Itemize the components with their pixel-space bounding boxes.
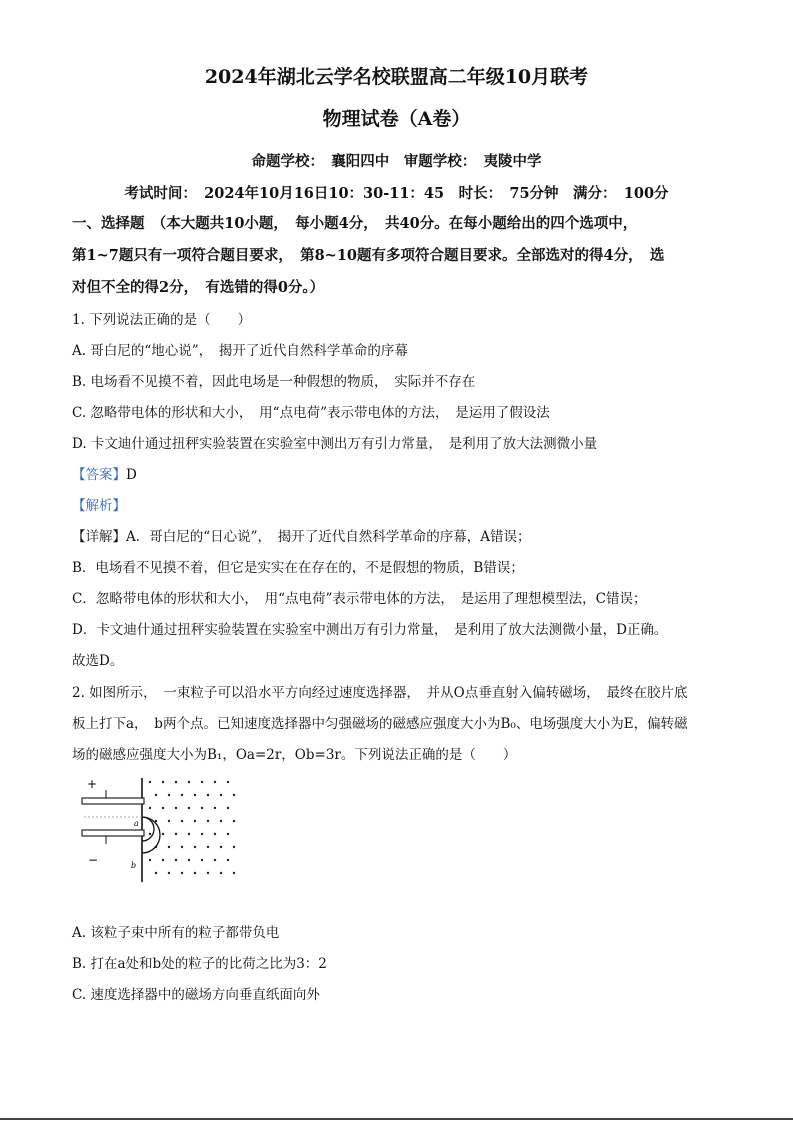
magnetic-field-dots (149, 781, 235, 874)
q1-option-c: C. 忽略带电体的形状和大小， 用“点电荷”表示带电体的方法， 是运用了假设法 (72, 405, 550, 421)
field-dot (188, 859, 190, 861)
field-dot (155, 794, 157, 796)
answer-value: D (126, 467, 137, 483)
field-dot (214, 807, 216, 809)
upper-plate (82, 798, 144, 804)
field-dot (168, 794, 170, 796)
q1-conclusion: 故选D。 (72, 653, 124, 669)
field-dot (162, 859, 164, 861)
exam-info-line: 考试时间： 2024年10月16日10：30-11：45 时长： 75分钟 满分： 100分 (124, 185, 669, 202)
plus-sign: + (87, 777, 98, 791)
field-dot (194, 846, 196, 848)
answer-tag: 【答案】 (72, 467, 126, 483)
field-dot (214, 833, 216, 835)
field-dot (149, 859, 151, 861)
field-dot (233, 794, 235, 796)
field-dot (194, 820, 196, 822)
q1-detail-line-c: C．忽略带电体的形状和大小， 用“点电荷”表示带电体的方法， 是运用了理想模型法，C错误； (72, 591, 647, 607)
field-dot (201, 807, 203, 809)
velocity-selector-diagram (78, 772, 246, 884)
q2-stem-line-3: 场的磁感应强度大小为B₁，Oa=2r，Ob=3r。下列说法正确的是（ ） (72, 747, 517, 763)
field-dot (207, 872, 209, 874)
field-dot (188, 781, 190, 783)
q1-detail-line-d: D．卡文迪什通过扭秤实验装置在实验室中测出万有引力常量， 是利用了放大法测微小量，D正确。 (72, 622, 668, 638)
field-dot (149, 833, 151, 835)
field-dot (201, 781, 203, 783)
field-dot (207, 794, 209, 796)
field-dot (201, 859, 203, 861)
field-dot (188, 807, 190, 809)
q2-stem-line-1: 2. 如图所示， 一束粒子可以沿水平方向经过速度选择器， 并从O点垂直射入偏转磁场， 最终在胶片底 (72, 685, 688, 701)
field-dot (168, 872, 170, 874)
field-dot (194, 872, 196, 874)
page-bottom-rule (0, 1118, 793, 1120)
q1-option-b: B. 电场看不见摸不着，因此电场是一种假想的物质， 实际并不存在 (72, 374, 476, 390)
q1-detail-line-a (72, 525, 531, 545)
detail-text-a: A．哥白尼的“日心说”， 揭开了近代自然科学革命的序幕，A错误； (126, 529, 531, 545)
field-dot (227, 781, 229, 783)
q2-option-b: B. 打在a处和b处的粒子的比荷之比为3：2 (72, 956, 327, 972)
detail-tag: 【详解】 (72, 529, 126, 545)
field-dot (194, 794, 196, 796)
field-dot (220, 872, 222, 874)
field-dot (149, 807, 151, 809)
field-dot (233, 820, 235, 822)
label-a: a (134, 819, 139, 828)
analysis-tag: 【解析】 (72, 498, 126, 514)
field-dot (201, 833, 203, 835)
schools-line: 命题学校： 襄阳四中 审题学校： 夷陵中学 (251, 153, 542, 170)
exam-subtitle: 物理试卷（A卷） (322, 108, 471, 130)
field-dot (220, 820, 222, 822)
field-dot (227, 859, 229, 861)
field-dot (168, 820, 170, 822)
q1-option-a: A. 哥白尼的“地心说”， 揭开了近代自然科学革命的序幕 (72, 343, 408, 359)
field-dot (175, 807, 177, 809)
field-dot (207, 846, 209, 848)
field-dot (220, 794, 222, 796)
q1-stem: 1. 下列说法正确的是（ ） (72, 312, 252, 328)
field-dot (149, 781, 151, 783)
minus-sign: − (88, 853, 99, 867)
field-dot (233, 872, 235, 874)
exam-title: 2024年湖北云学名校联盟高二年级10月联考 (204, 66, 589, 88)
field-dot (188, 833, 190, 835)
trajectory-b (142, 817, 160, 853)
field-dot (175, 833, 177, 835)
field-dot (162, 833, 164, 835)
section-instructions-line-1: 一、选择题 （本大题共10小题， 每小题4分， 共40分。在每小题给出的四个选项中， (72, 215, 638, 232)
q2-stem-line-2: 板上打下a， b两个点。已知速度选择器中匀强磁场的磁感应强度大小为B₀、电场强度大小为E，偏转磁 (72, 716, 688, 732)
field-dot (207, 820, 209, 822)
field-dot (227, 833, 229, 835)
field-dot (233, 846, 235, 848)
field-dot (214, 859, 216, 861)
field-dot (175, 781, 177, 783)
q2-option-c: C. 速度选择器中的磁场方向垂直纸面向外 (72, 987, 320, 1003)
field-dot (220, 846, 222, 848)
label-b: b (131, 861, 137, 870)
field-dot (214, 781, 216, 783)
field-dot (181, 794, 183, 796)
field-dot (162, 807, 164, 809)
field-dot (181, 846, 183, 848)
field-dot (181, 820, 183, 822)
lower-plate (82, 830, 144, 836)
q1-answer-line (72, 463, 137, 483)
field-dot (162, 781, 164, 783)
field-dot (175, 859, 177, 861)
q1-detail-line-b: B．电场看不见摸不着，但它是实实在在存在的，不是假想的物质，B错误； (72, 560, 524, 576)
field-dot (227, 807, 229, 809)
section-instructions-line-3: 对但不全的得2分， 有选错的得0分。） (72, 279, 325, 296)
q1-option-d: D. 卡文迪什通过扭秤实验装置在实验室中测出万有引力常量， 是利用了放大法测微小量 (72, 436, 598, 452)
section-instructions-line-2: 第1~7题只有一项符合题目要求， 第8~10题有多项符合题目要求。全部选对的得4分， 选 (72, 247, 665, 264)
q2-option-a: A. 该粒子束中所有的粒子都带负电 (72, 925, 280, 941)
field-dot (155, 872, 157, 874)
field-dot (181, 872, 183, 874)
field-dot (168, 846, 170, 848)
